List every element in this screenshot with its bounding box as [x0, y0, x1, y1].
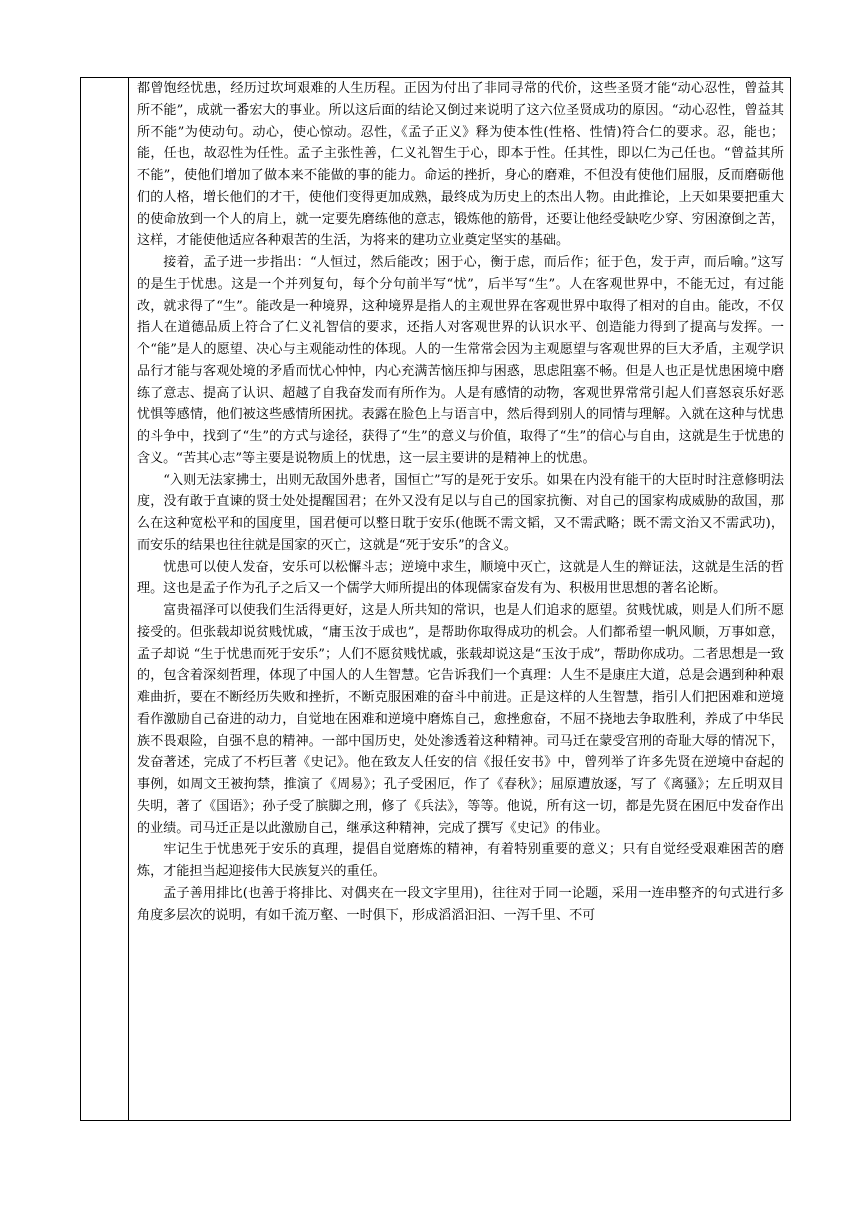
paragraph-6: 牢记生于忧患死于安乐的真理，提倡自觉磨炼的精神，有着特别重要的意义；只有自觉经受艰难困苦的磨炼，才能担当起迎接伟大民族复兴的重任。	[137, 842, 784, 879]
table-frame	[80, 77, 791, 1121]
paragraph-3: “入则无法家拂士，出则无敌国外患者，国恒亡”写的是死于安乐。如果在内没有能干的大臣时时注意修明法度，没有敢于直谏的贤士处处提醒国君；在外又没有足以与自己的国家抗衡、对自己的国家构成威胁的敌国，那么在这种宽松平和的国度里，国君便可以整日耽于安乐(他既不需文韬，又不需武略；既不需文治又不需武功)，而安乐的结果也往往就是国家的灭亡，这就是“死于安乐”的含义。	[137, 472, 784, 553]
paragraph-5: 富贵福泽可以使我们生活得更好，这是人所共知的常识，也是人们追求的愿望。贫贱忧戚，则是人们所不愿接受的。但张载却说贫贱忧戚，“庸玉汝于成也”，是帮助你取得成功的机会。人们都希望一帆风顺，万事如意，孟子却说 “生于忧患而死于安乐”；人们不愿贫贱忧戚，张载却说这是“玉汝于成”，帮助你成功。二者思想是一致的，包含着深刻哲理，体现了中国人的人生智慧。它告诉我们一个真理：人生不是康庄大道，总是会遇到种种艰难曲折，要在不断经历失败和挫折，不断克服困难的奋斗中前进。正是这样的人生智慧，指引人们把困难和逆境看作激励自己奋进的动力，自觉地在困难和逆境中磨炼自己，愈挫愈奋，不屈不挠地去争取胜利，养成了中华民族不畏艰险，自强不息的精神。一部中国历史，处处渗透着这种精神。司马迁在蒙受宫刑的奇耻大辱的情况下，发奋著述，完成了不朽巨著《史记》。他在致友人任安的信《报任安书》中，曾列举了许多先贤在逆境中奋起的事例，如周文王被拘禁，推演了《周易》；孔子受困厄，作了《春秋》；屈原遭放逐，写了《离骚》；左丘明双目失明，著了《国语》；孙子受了膑脚之刑，修了《兵法》，等等。他说，所有这一切，都是先贤在困厄中发奋作出的业绩。司马迁正是以此激励自己，继承这种精神，完成了撰写《史记》的伟业。	[137, 603, 784, 836]
table-content-cell	[137, 78, 784, 1120]
paragraph-7: 孟子善用排比(也善于将排比、对偶夹在一段文字里用)，往往对于同一论题，采用一连串整齐的句式进行多角度多层次的说明，有如千流万壑、一时俱下，形成滔滔汩汩、一泻千里、不可	[137, 885, 784, 923]
paragraph-1: 都曾饱经忧患，经历过坎坷艰难的人生历程。正因为付出了非同寻常的代价，这些圣贤才能“动心忍性，曾益其所不能”，成就一番宏大的事业。所以这后面的结论又倒过来说明了这六位圣贤成功的原因。“动心忍性，曾益其所不能”为使动句。动心，使心惊动。忍性，《孟子正义》释为使本性(性格、性情)符合仁的要求。忍，能也；能，任也，故忍性为任性。孟子主张性善，仁义礼智生于心，即本于性。任其性，即以仁为己任也。“曾益其所不能”，使他们增加了做本来不能做的事的能力。命运的挫折，身心的磨难，不但没有使他们屈服，反而磨砺他们的人格，增长他们的才干，使他们变得更加成熟，最终成为历史上的杰出人物。由此推论，上天如果要把重大的使命放到一个人的肩上，就一定要先磨练他的意志，锻炼他的筋骨，还要让他经受缺吃少穿、穷困潦倒之苦，这样，才能使他适应各种艰苦的生活，为将来的建功立业奠定坚实的基础。	[137, 81, 784, 249]
table-left-column	[81, 78, 129, 1120]
paragraph-2: 接着，孟子进一步指出：“人恒过，然后能改；困于心，衡于虑，而后作；征于色，发于声，而后喻。”这写的是生于忧患。这是一个并列复句，每个分句前半写“忧”，后半写“生”。人在客观世界中，不能无过，有过能改，就求得了“生”。能改是一种境界，这种境界是指人的主观世界在客观世界中取得了相对的自由。能改，不仅指人在道德品质上符合了仁义礼智信的要求，还指人对客观世界的认识水平、创造能力得到了提高与发挥。一个“能”是人的愿望、决心与主观能动性的体现。人的一生常常会因为主观愿望与客观世界的巨大矛盾，主观学识品行才能与客观处境的矛盾而忧心忡忡，内心充满苦恼压抑与困惑，思虑阻塞不畅。但是人也正是忧患困境中磨练了意志、提高了认识、超越了自我奋发而有所作为。人是有感情的动物，客观世界常常引起人们喜怒哀乐好恶忧惧等感情，他们被这些感情所困扰。表露在脸色上与语言中，然后得到别人的同情与理解。入就在这种与忧患的斗争中，找到了“生”的方式与途径，获得了“生”的意义与价值，取得了“生”的信心与自由，这就是生于忧患的含义。“苦其心志”等主要是说物质上的忧患，这一层主要讲的是精神上的忧患。	[137, 255, 784, 466]
paragraph-4: 忧患可以使人发奋，安乐可以松懈斗志；逆境中求生，顺境中灭亡，这就是人生的辩证法，这就是生活的哲理。这也是孟子作为孔子之后又一个儒学大师所提出的体现儒家奋发有为、积极用世思想的著名论断。	[137, 559, 784, 597]
